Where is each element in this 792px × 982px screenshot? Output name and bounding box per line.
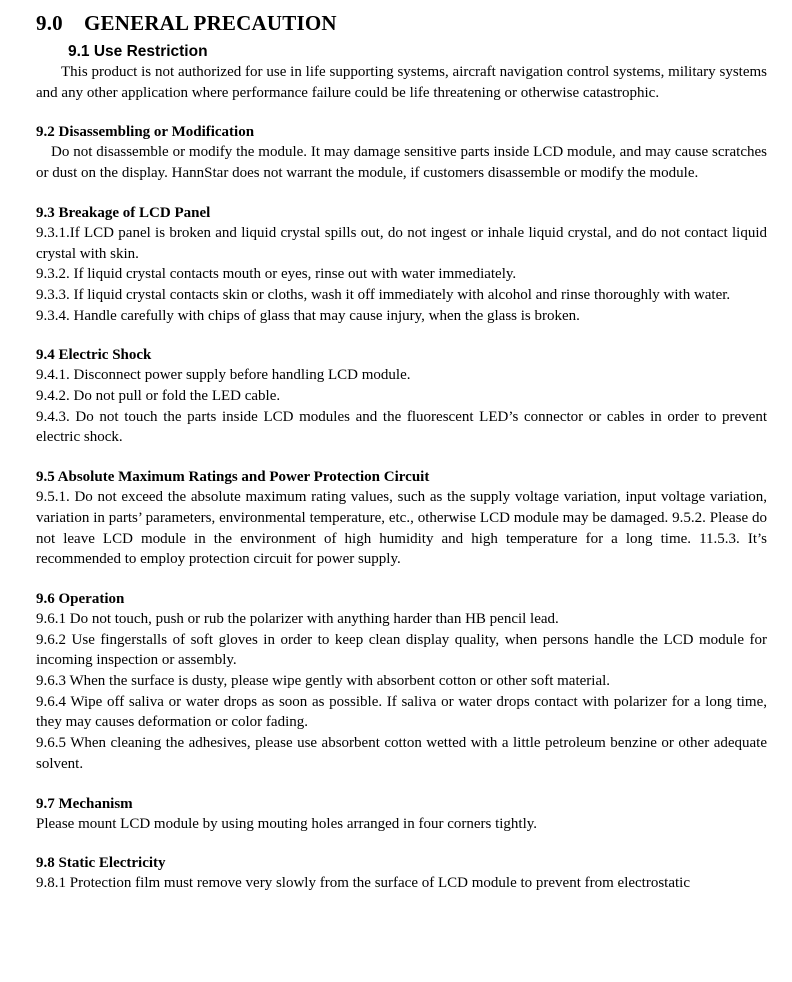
- section-paragraph: 9.3.4. Handle carefully with chips of glass that may cause injury, when the glass is broken.: [36, 307, 580, 324]
- document-page: [36, 10, 767, 894]
- section-heading: 9.4 Electric Shock: [36, 347, 152, 364]
- section-paragraph: 9.6.3 When the surface is dusty, please wipe gently with absorbent cotton or other soft material.: [36, 673, 611, 690]
- section-heading: 9.7 Mechanism: [36, 795, 133, 812]
- title-number: 9.0: [36, 11, 63, 35]
- section-mechanism: [36, 794, 767, 835]
- section-paragraph: 9.5.1. Do not exceed the absolute maximum rating values, such as the supply voltage variation, input voltage variation, variation in parts’ parameters, environmental temperature, etc., otherwise LCD module may be damaged. 9.5.2. Please do not leave LCD module in the environment of high humidity and high temperature for a long time. 11.5.3. It’s recommended to employ protection circuit for power supply.: [36, 489, 767, 568]
- section-electric-shock: [36, 345, 767, 448]
- section-paragraph: 9.3.1.If LCD panel is broken and liquid crystal spills out, do not ingest or inhale liquid crystal, and do not contact liquid crystal with skin.: [36, 224, 767, 262]
- section-heading: 9.6 Operation: [36, 590, 125, 607]
- section-paragraph: 9.6.5 When cleaning the adhesives, please use absorbent cotton wetted with a little petroleum benzine or other adequate solvent.: [36, 735, 767, 772]
- section-paragraph: 9.4.2. Do not pull or fold the LED cable.: [36, 388, 281, 405]
- section-paragraph: 9.4.1. Disconnect power supply before handling LCD module.: [36, 367, 411, 384]
- section-static-electricity: [36, 853, 767, 894]
- section-paragraph: Please mount LCD module by using mouting holes arranged in four corners tightly.: [36, 815, 538, 832]
- section-paragraph: 9.8.1 Protection film must remove very slowly from the surface of LCD module to prevent from electrostatic: [36, 875, 690, 892]
- section-paragraph: 9.3.2. If liquid crystal contacts mouth or eyes, rinse out with water immediately.: [36, 266, 517, 283]
- section-heading: 9.2 Disassembling or Modification: [36, 124, 255, 141]
- section-paragraph: 9.6.4 Wipe off saliva or water drops as soon as possible. If saliva or water drops contact with polarizer for a long time, they may causes deformation or color fading.: [36, 693, 767, 731]
- section-paragraph: 9.6.1 Do not touch, push or rub the polarizer with anything harder than HB pencil lead.: [36, 610, 559, 627]
- section-paragraph: Do not disassemble or modify the module. It may damage sensitive parts inside LCD module, and may cause scratches or dust on the display. HannStar does not warrant the module, if customers disassemble or modify the module.: [36, 144, 767, 182]
- section-paragraph: 9.6.2 Use fingerstalls of soft gloves in order to keep clean display quality, when persons handle the LCD module for incoming inspection or assembly.: [36, 631, 767, 669]
- page-title: [36, 10, 767, 36]
- section-disassembling: [36, 122, 767, 183]
- section-heading: 9.5 Absolute Maximum Ratings and Power Protection Circuit: [36, 469, 430, 486]
- section-paragraph: This product is not authorized for use in life supporting systems, aircraft navigation control systems, military systems and any other application where performance failure could be life threatening or otherwise catastrophic.: [36, 64, 767, 101]
- section-lcd-breakage: [36, 203, 767, 327]
- section-paragraph: 9.3.3. If liquid crystal contacts skin or cloths, wash it off immediately with alcohol and rinse thoroughly with water.: [36, 286, 731, 303]
- section-absolute-ratings: [36, 467, 767, 570]
- title-text: GENERAL PRECAUTION: [84, 11, 337, 35]
- section-heading: 9.8 Static Electricity: [36, 855, 166, 872]
- section-heading: 9.1 Use Restriction: [68, 43, 208, 60]
- section-paragraph: 9.4.3. Do not touch the parts inside LCD modules and the fluorescent LED’s connector or cables in order to prevent electric shock.: [36, 408, 767, 446]
- section-heading: 9.3 Breakage of LCD Panel: [36, 204, 211, 221]
- section-use-restriction: [36, 42, 767, 103]
- section-operation: [36, 589, 767, 775]
